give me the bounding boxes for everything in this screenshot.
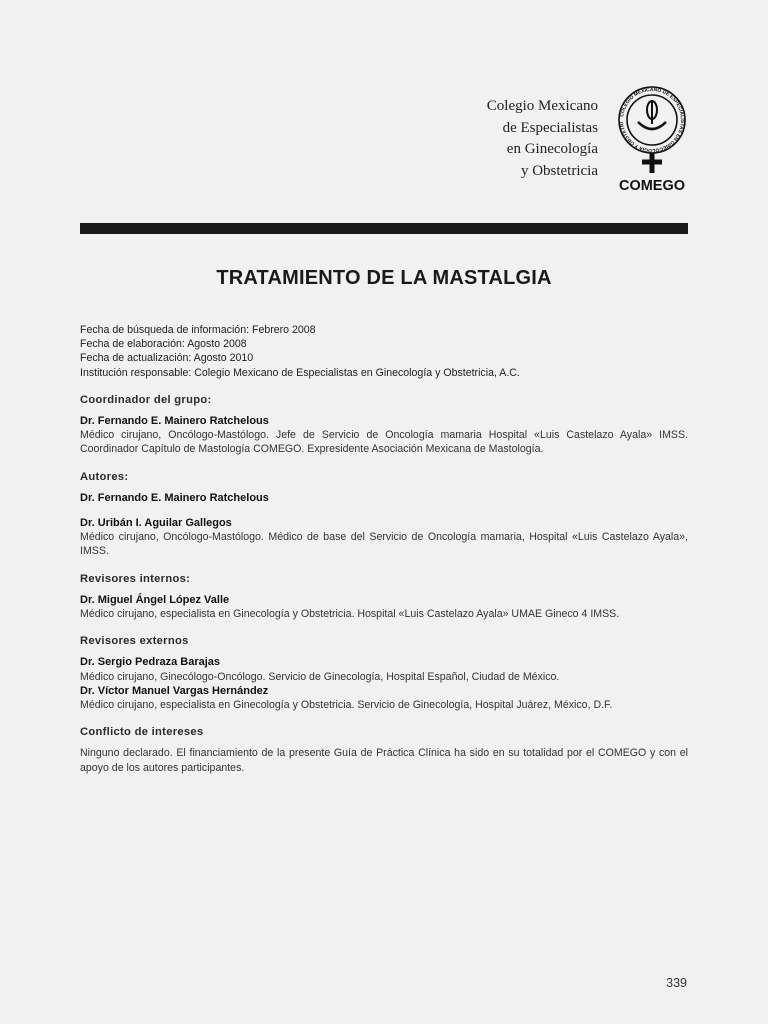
comego-logo <box>612 78 692 198</box>
section-heading-revisores-internos: Revisores internos: <box>80 572 191 585</box>
section-heading-coordinador: Coordinador del grupo: <box>80 393 212 406</box>
meta-line: Institución responsable: Colegio Mexicano de Especialistas en Ginecología y Obstetricia, A.C. <box>80 366 520 379</box>
person-desc: Médico cirujano, Oncólogo-Mastólogo. Médico de base del Servicio de Oncología mamaria, Hospital «Luis Castelazo Ayala», IMSS. <box>80 531 688 558</box>
organization-name <box>487 96 598 182</box>
section-heading-autores: Autores: <box>80 470 129 483</box>
divider-bar <box>80 223 688 234</box>
person-name: Dr. Víctor Manuel Vargas Hernández <box>80 684 269 697</box>
org-line: Colegio Mexicano <box>486 98 598 114</box>
logo-text: COMEGO <box>618 178 686 194</box>
person-desc: Médico cirujano, especialista en Ginecología y Obstetricia. Servicio de Ginecología, Hospital Juárez, México, D.F. <box>80 699 613 712</box>
page-number: 339 <box>666 976 687 990</box>
org-line: en Ginecología <box>506 141 598 157</box>
org-line: de Especialistas <box>502 119 598 136</box>
person-name: Dr. Fernando E. Mainero Ratchelous <box>80 491 269 504</box>
conflict-desc: Ninguno declarado. El financiamiento de la presente Guía de Práctica Clínica ha sido en su totalidad por el COMEGO y con el apoyo de los autores participantes. <box>80 747 688 774</box>
person-desc: Médico cirujano, especialista en Ginecología y Obstetricia. Hospital «Luis Castelazo Ayala» UMAE Gineco 4 IMSS. <box>80 608 620 621</box>
logo-ring-text: COLEGIO MEXICANO DE ESPECIALISTAS EN GINECOLOGÍA Y OBSTETRI <box>619 86 686 154</box>
section-heading-revisores-externos: Revisores externos <box>80 635 189 648</box>
person-desc: Médico cirujano, Oncólogo-Mastólogo. Jefe de Servicio de Oncología mamaria Hospital «Luis Castelazo Ayala» IMSS. Coordinador Capítulo de Mastología COMEGO. Expresidente Asociación Mexicana de Mastología. <box>80 429 688 456</box>
meta-line: Fecha de búsqueda de información: Febrero 2008 <box>80 324 316 336</box>
page-title: TRATAMIENTO DE LA MASTALGIA <box>216 267 552 289</box>
meta-line: Fecha de elaboración: Agosto 2008 <box>80 338 247 351</box>
person-desc: Médico cirujano, Ginecólogo-Oncólogo. Servicio de Ginecología, Hospital Español, Ciudad de México. <box>80 670 560 683</box>
meta-block <box>80 323 688 380</box>
person-name: Dr. Sergio Pedraza Barajas <box>80 656 221 669</box>
person-name: Dr. Fernando E. Mainero Ratchelous <box>80 415 269 428</box>
org-line: y Obstetricia <box>520 162 598 179</box>
document-body <box>80 323 688 775</box>
meta-line: Fecha de actualización: Agosto 2010 <box>80 352 254 365</box>
section-heading-conflicto: Conflicto de intereses <box>80 726 204 739</box>
person-name: Dr. Uribán I. Aguilar Gallegos <box>80 517 232 530</box>
person-name: Dr. Miguel Ángel López Valle <box>80 593 230 606</box>
